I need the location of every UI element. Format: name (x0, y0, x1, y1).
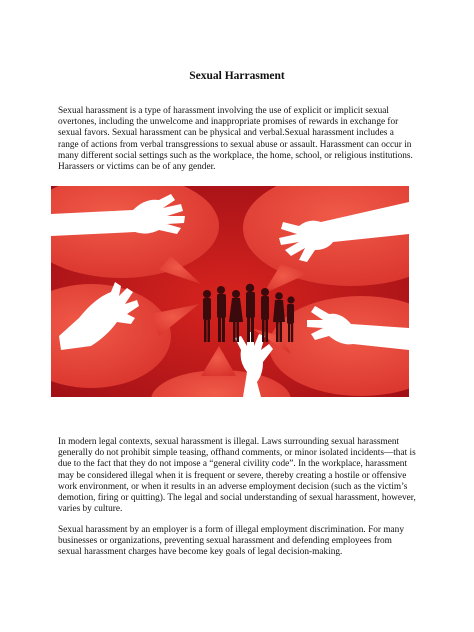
paragraph-legal-context: In modern legal contexts, sexual harassment is illegal. Laws surrounding sexual harassment generally do not prohibit simple teasing, offhand comments, or minor isolated incidents—that is due to the fact that they do not impose a “general civility code”. In the workplace, harassment may be considered illegal when it is frequent or severe, thereby creating a hostile or offensive work environment, or when it results in an adverse employment decision (such as the victim’s demotion, firing or quitting). The legal and social understanding of sexual harassment, however, varies by culture. (58, 437, 416, 515)
page-title: Sexual Harrasment (189, 70, 285, 82)
paragraph-intro: Sexual harassment is a type of harassment involving the use of explicit or implicit sexual overtones, including the unwelcome and inappropriate promises of rewards in exchange for sexual favors. Sexual harassment can be physical and verbal.Sexual harassment includes a range of actions from verbal transgressions to sexual abuse or assault. Harassment can occur in many different social settings such as the workplace, the home, school, or religious institutions. Harassers or victims can be of any gender. (58, 106, 413, 173)
paragraph-employer: Sexual harassment by an employer is a form of illegal employment discrimination. For many businesses or organizations, preventing sexual harassment and defending employees from sexual harassment charges have become key goals of legal decision-making. (58, 525, 404, 558)
illustration-image (51, 186, 409, 397)
